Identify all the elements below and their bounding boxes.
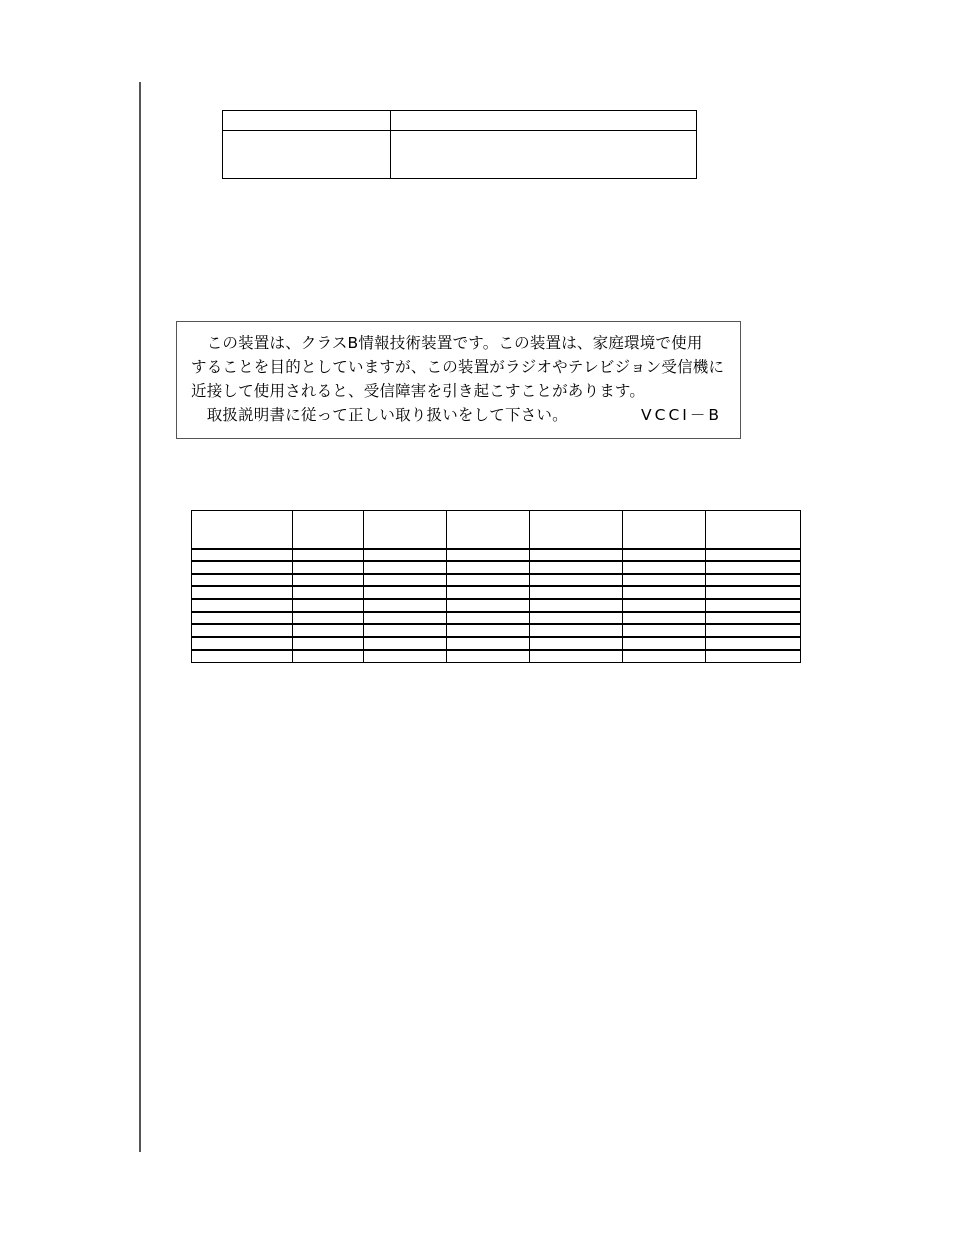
table-cell (192, 574, 293, 587)
table-cell (706, 612, 801, 625)
top-table (222, 110, 697, 179)
header-cell (447, 511, 530, 549)
table-cell (447, 549, 530, 562)
table-cell (447, 650, 530, 663)
table-cell (530, 586, 623, 599)
table-cell (364, 599, 447, 612)
grid-table (191, 510, 801, 663)
table-cell (364, 637, 447, 650)
table-cell (293, 561, 364, 574)
table-row (192, 650, 801, 663)
header-cell (364, 511, 447, 549)
notice-line-4: 取扱説明書に従って正しい取り扱いをして下さい。 (191, 406, 568, 424)
table-cell (623, 549, 706, 562)
table-cell (192, 650, 293, 663)
table-cell (706, 637, 801, 650)
table-cell (364, 549, 447, 562)
table-cell (364, 561, 447, 574)
table-cell (447, 624, 530, 637)
table-cell (192, 624, 293, 637)
table-cell (530, 624, 623, 637)
table-cell (623, 650, 706, 663)
table-cell (623, 599, 706, 612)
table-cell (293, 612, 364, 625)
table-cell (530, 612, 623, 625)
table-cell (364, 612, 447, 625)
notice-line-4-row (191, 403, 730, 427)
table-cell (447, 561, 530, 574)
table-cell (192, 637, 293, 650)
table-cell (530, 599, 623, 612)
table-cell (192, 561, 293, 574)
table-cell (293, 637, 364, 650)
table-cell (293, 586, 364, 599)
table-cell (293, 574, 364, 587)
header-cell (706, 511, 801, 549)
table-cell (706, 599, 801, 612)
table-cell (530, 650, 623, 663)
table-row (192, 549, 801, 562)
table-row (223, 131, 697, 179)
left-margin-rule (139, 82, 141, 1152)
notice-line-3: 近接して使用されると、受信障害を引き起こすことがあります。 (191, 382, 646, 400)
table-cell (293, 599, 364, 612)
table-cell (364, 574, 447, 587)
table-cell (706, 574, 801, 587)
table-cell (192, 586, 293, 599)
table-cell (293, 650, 364, 663)
notice-line-2: することを目的としていますが、この装置がラジオやテレビジョン受信機に (191, 358, 725, 376)
table-cell (530, 561, 623, 574)
header-cell (530, 511, 623, 549)
notice-line-1: この装置は、クラスB情報技術装置です。この装置は、家庭環境で使用 (191, 334, 703, 352)
table-cell (706, 549, 801, 562)
table-row (192, 586, 801, 599)
table-cell (293, 549, 364, 562)
table-cell (623, 612, 706, 625)
table-row (192, 612, 801, 625)
vcci-class-code: VCCI－B (641, 406, 722, 424)
table-cell (192, 612, 293, 625)
table-cell (623, 561, 706, 574)
table-row (223, 111, 697, 131)
table-cell (447, 612, 530, 625)
table-cell (391, 111, 697, 131)
header-cell (192, 511, 293, 549)
table-cell (447, 599, 530, 612)
grid-table-body (192, 511, 801, 663)
table-cell (530, 637, 623, 650)
table-cell (192, 599, 293, 612)
table-cell (706, 624, 801, 637)
table-cell (293, 624, 364, 637)
header-cell (293, 511, 364, 549)
table-cell (447, 574, 530, 587)
table-row (192, 599, 801, 612)
table-cell (447, 637, 530, 650)
vcci-notice-box (176, 321, 741, 439)
table-row (192, 624, 801, 637)
table-header-row (192, 511, 801, 549)
table-cell (706, 650, 801, 663)
table-row (192, 637, 801, 650)
table-cell (706, 561, 801, 574)
table-cell (364, 586, 447, 599)
table-cell (623, 574, 706, 587)
table-cell (447, 586, 530, 599)
table-cell (391, 131, 697, 179)
table-cell (223, 131, 391, 179)
table-cell (623, 624, 706, 637)
table-cell (364, 650, 447, 663)
table-cell (530, 549, 623, 562)
table-cell (623, 586, 706, 599)
table-row (192, 574, 801, 587)
table-row (192, 561, 801, 574)
table-cell (623, 637, 706, 650)
table-cell (223, 111, 391, 131)
table-cell (364, 624, 447, 637)
header-cell (623, 511, 706, 549)
table-cell (706, 586, 801, 599)
table-cell (530, 574, 623, 587)
table-cell (192, 549, 293, 562)
